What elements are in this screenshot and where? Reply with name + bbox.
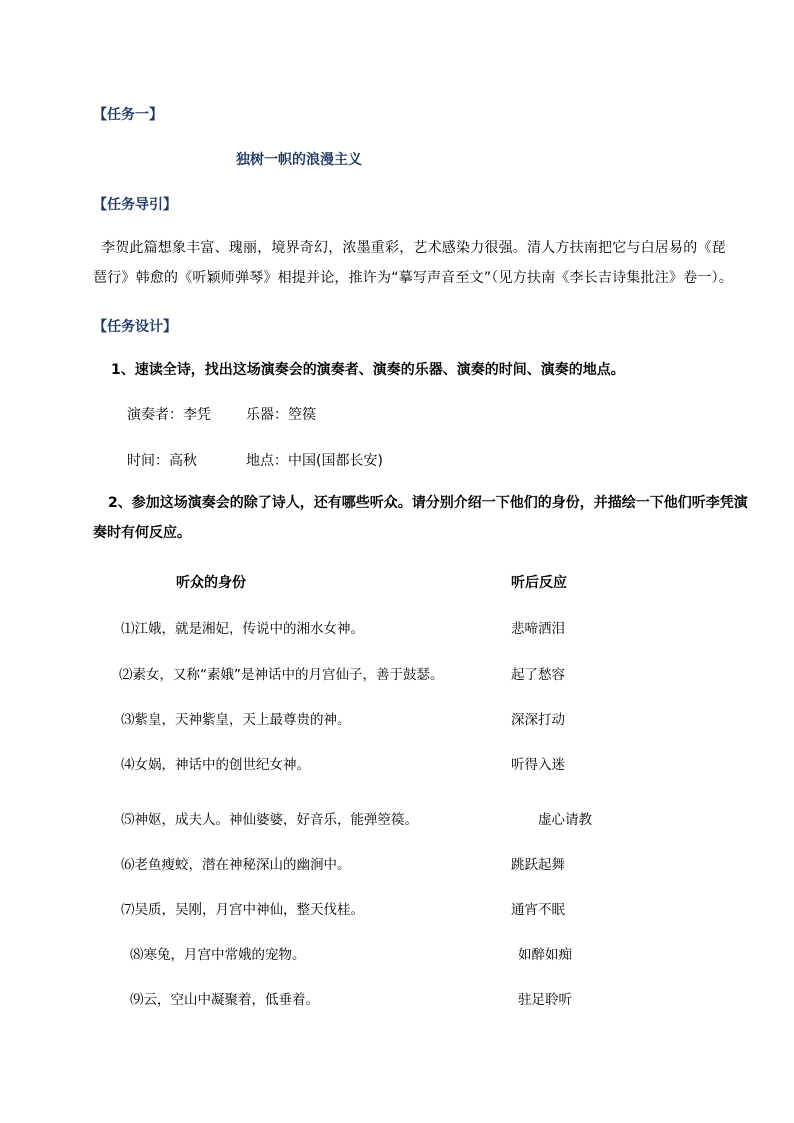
listener-reaction: 深深打动 bbox=[511, 712, 565, 728]
listener-reaction: 虚心请教 bbox=[538, 812, 592, 828]
listener-reaction: 跳跃起舞 bbox=[511, 857, 565, 873]
listener-reaction: 如醉如痴 bbox=[518, 947, 572, 963]
guide-paragraph: 李贺此篇想象丰富、瑰丽，境界奇幻，浓墨重彩，艺术感染力很强。清人方扶南把它与白居易的《琵琶行》韩愈的《听颖师弹琴》相提并论，推许为“摹写声音至文”（见方扶南《李长吉诗集批注》卷一）。 bbox=[93, 240, 733, 286]
listener-identity: ⑴江娥，就是湘妃，传说中的湘水女神。 bbox=[121, 621, 364, 637]
listener-identity: ⑻寒兔，月宫中常娥的宠物。 bbox=[130, 947, 306, 963]
listener-identity: ⑶紫皇，天神紫皇，天上最尊贵的神。 bbox=[121, 712, 351, 728]
design-heading: 【任务设计】 bbox=[93, 319, 177, 335]
column-header-reaction: 听后反应 bbox=[511, 575, 567, 591]
guide-heading: 【任务导引】 bbox=[93, 197, 177, 213]
question-1: 1、速读全诗，找出这场演奏会的演奏者、演奏的乐器、演奏的时间、演奏的地点。 bbox=[111, 362, 625, 378]
task1-heading: 【任务一】 bbox=[93, 107, 163, 123]
listener-reaction: 听得入迷 bbox=[511, 757, 565, 773]
listener-reaction: 起了愁容 bbox=[511, 667, 565, 683]
listener-identity: ⑺吴质，吴刚，月宫中神仙，整天伐桂。 bbox=[121, 902, 364, 918]
listener-identity: ⑼云，空山中凝聚着，低垂着。 bbox=[130, 992, 319, 1008]
column-header-identity: 听众的身份 bbox=[176, 575, 246, 591]
time-answer: 时间：高秋 bbox=[127, 453, 197, 469]
listener-identity: ⑹老鱼瘦蛟，潜在神秘深山的幽涧中。 bbox=[121, 857, 351, 873]
instrument-answer: 乐器：箜篌 bbox=[246, 407, 316, 423]
listener-identity: ⑵素女，又称“素娥”是神话中的月宫仙子，善于鼓瑟。 bbox=[119, 667, 444, 683]
listener-identity: ⑸神妪，成夫人。神仙婆婆，好音乐，能弹箜篌。 bbox=[121, 812, 418, 828]
listener-reaction: 通宵不眠 bbox=[511, 902, 565, 918]
listener-reaction: 悲啼洒泪 bbox=[511, 621, 565, 637]
question-2: 2、参加这场演奏会的除了诗人，还有哪些听众。请分别介绍一下他们的身份，并描绘一下他们听李凭演奏时有何反应。 bbox=[93, 495, 748, 541]
listener-reaction: 驻足聆听 bbox=[518, 992, 572, 1008]
section-title: 独树一帜的浪漫主义 bbox=[236, 152, 362, 168]
place-answer: 地点：中国(国都长安) bbox=[246, 453, 383, 469]
performer-answer: 演奏者：李凭 bbox=[127, 407, 211, 423]
listener-identity: ⑷女娲，神话中的创世纪女神。 bbox=[121, 757, 310, 773]
